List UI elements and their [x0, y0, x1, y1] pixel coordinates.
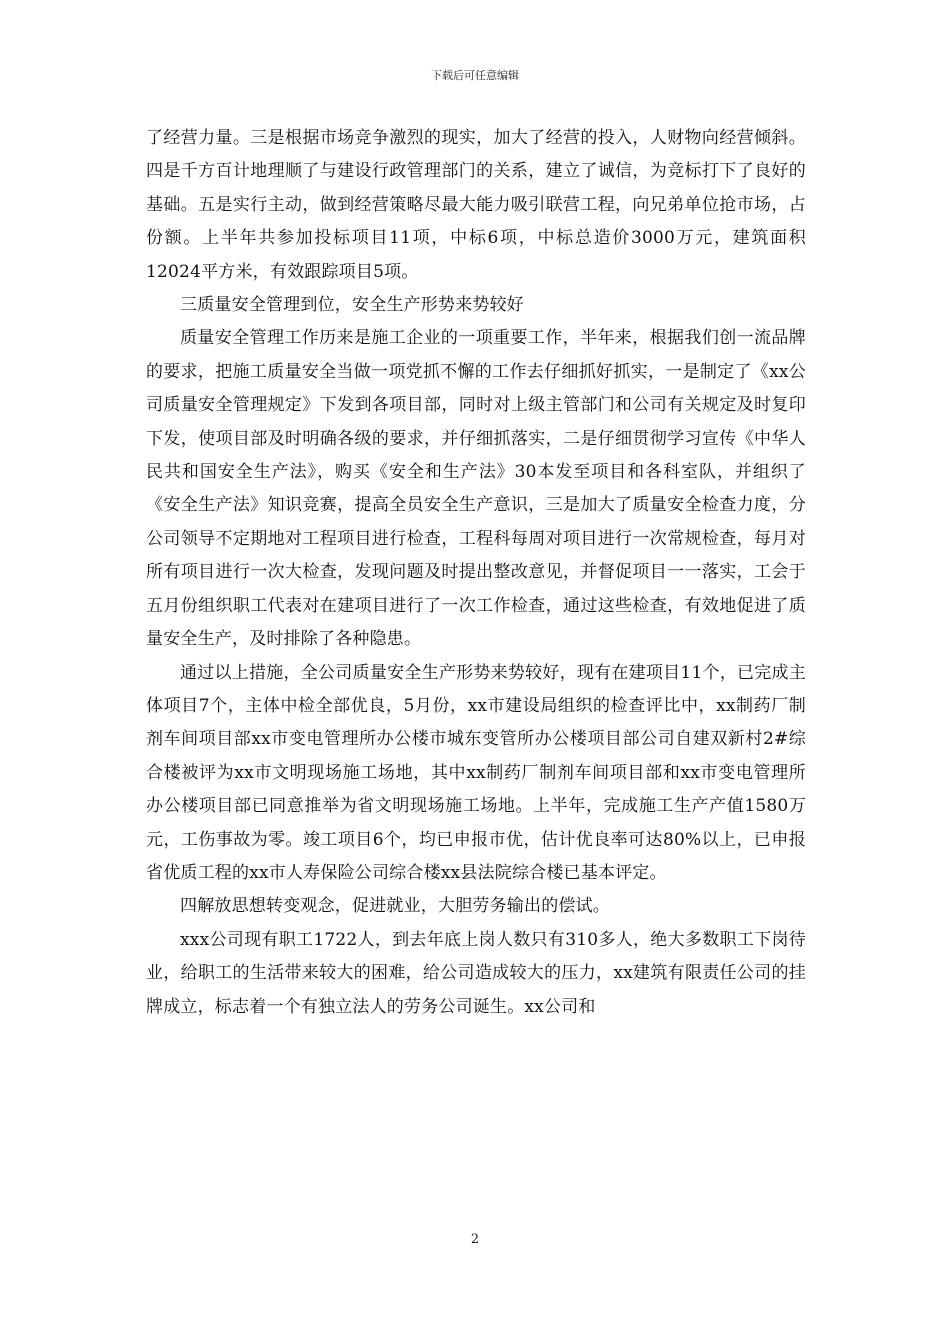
paragraph: 通过以上措施，全公司质量安全生产形势来势较好，现有在建项目11个，已完成主体项目7个，主体中检全部优良，5月份，xx市建设局组织的检查评比中，xx制药厂制剂车间项目部xx市变电管理所办公楼市城东变管所办公楼项目部公司自建双新村2#综合楼被评为xx市文明现场施工场地，其中xx制药厂制剂车间项目部和xx市变电管理所办公楼项目部已同意推举为省文明现场施工场地。上半年，完成施工生产产值1580万元，工伤事故为零。竣工项目6个，均已申报市优，估计优良率可达80%以上，已申报省优质工程的xx市人寿保险公司综合楼xx县法院综合楼已基本评定。: [146, 662, 806, 883]
paragraph: xxx公司现有职工1722人，到去年底上岗人数只有310多人，绝大多数职工下岗待业，给职工的生活带来较大的困难，给公司造成较大的压力，xx建筑有限责任公司的挂牌成立，标志着一个有独立法人的劳务公司诞生。xx公司和: [146, 929, 806, 1017]
paragraph: 了经营力量。三是根据市场竞争激烈的现实，加大了经营的投入，人财物向经营倾斜。四是千方百计地理顺了与建设行政管理部门的关系，建立了诚信，为竞标打下了良好的基础。五是实行主动，做到经营策略尽最大能力吸引联营工程，向兄弟单位抢市场，占份额。上半年共参加投标项目11项，中标6项，中标总造价3000万元，建筑面积12024平方米，有效跟踪项目5项。: [146, 128, 806, 282]
document-body: [146, 122, 806, 1024]
page-header: 下载后可任意编辑: [431, 69, 519, 82]
page-number: 2: [470, 1232, 480, 1247]
section-heading: 三质量安全管理到位，安全生产形势来势较好: [180, 295, 524, 316]
paragraph: 质量安全管理工作历来是施工企业的一项重要工作，半年来，根据我们创一流品牌的要求，把施工质量安全当做一项党抓不懈的工作去仔细抓好抓实，一是制定了《xx公司质量安全管理规定》下发到各项目部，同时对上级主管部门和公司有关规定及时复印下发，使项目部及时明确各级的要求，并仔细抓落实，二是仔细贯彻学习宣传《中华人民共和国安全生产法》，购买《安全和生产法》30本发至项目和各科室队，并组织了《安全生产法》知识竞赛，提高全员安全生产意识，三是加大了质量安全检查力度，分公司领导不定期地对工程项目进行检查，工程科每周对项目进行一次常规检查，每月对所有项目进行一次大检查，发现问题及时提出整改意见，并督促项目一一落实，工会于五月份组织职工代表对在建项目进行了一次工作检查，通过这些检查，有效地促进了质量安全生产，及时排除了各种隐患。: [146, 328, 806, 650]
section-heading: 四解放思想转变观念，促进就业，大胆劳务输出的偿试。: [180, 896, 610, 917]
